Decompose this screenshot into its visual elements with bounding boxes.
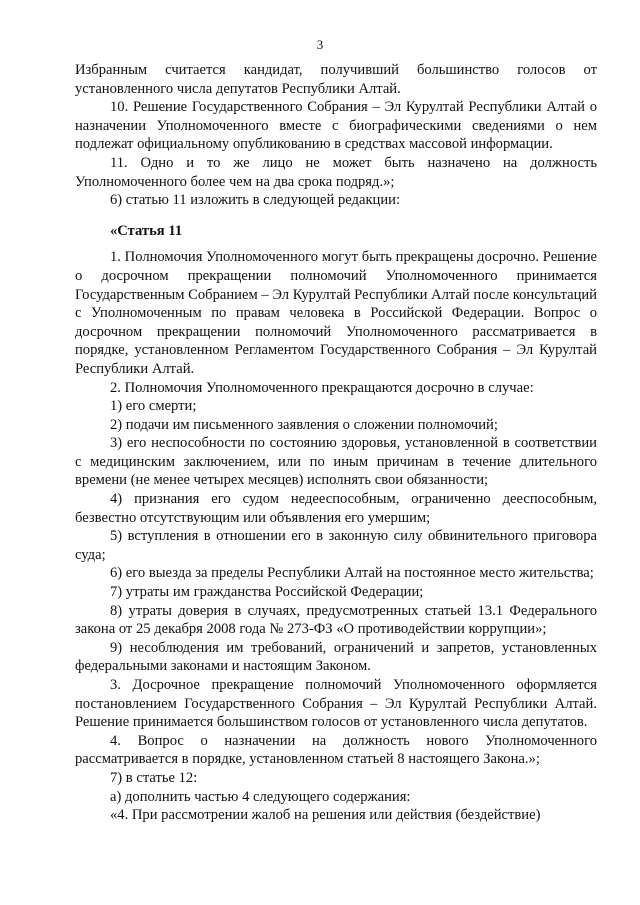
list-item: 6) его выезда за пределы Республики Алтай на постоянное место жительства; (110, 565, 594, 582)
paragraph: 2. Полномочия Уполномоченного прекращаются досрочно в случае: (110, 379, 534, 396)
paragraph: 7) в статье 12: (110, 769, 198, 786)
paragraph: 11. Одно и то же лицо не может быть назначено на должность Уполномоченного более чем на два срока подряд.»; (75, 154, 597, 190)
list-item: 4) признания его судом недееспособным, ограниченно дееспособным, безвестно отсутствующим или объявления его умершим; (75, 491, 597, 526)
paragraph: 10. Решение Государственного Собрания – Эл Курултай Республики Алтай о назначении Уполномоченного вместе с биографическими сведениями о нем подлежат официальному опубликованию в средствах массовой информации. (75, 99, 597, 153)
paragraph: а) дополнить частью 4 следующего содержания: (110, 788, 411, 805)
list-item: 9) несоблюдения им требований, ограничений и запретов, установленных федеральными законами и настоящим Законом. (75, 639, 597, 675)
paragraph: 6) статью 11 изложить в следующей редакции: (110, 192, 401, 209)
list-item: 5) вступления в отношении его в законную силу обвинительного приговора суда; (75, 528, 597, 563)
paragraph: Избранным считается кандидат, получивший большинство голосов от установленного числа депутатов Республики Алтай. (75, 62, 597, 97)
paragraph: 1. Полномочия Уполномоченного могут быть прекращены досрочно. Решение о досрочном прекращении полномочий Уполномоченного принимается Государственным Собранием – Эл Курултай Республики Алтай после консультаций с Уполномоченным по правам человека в Российской Федерации. Вопрос о досрочном прекращении полномочий Уполномоченного рассматривается в порядке, установленном Регламентом Государственного Собрания – Эл Курултай Республики Алтай. (75, 249, 597, 377)
list-item: 1) его смерти; (110, 398, 197, 415)
paragraph: «4. При рассмотрении жалоб на решения или действия (бездействие) (110, 807, 541, 824)
list-item: 3) его неспособности по состоянию здоровья, установленной в соответствии с медицинским заключением, или по иным причинам в течение длительного времени (не менее четырех месяцев) исполнять свои обязанности; (75, 435, 597, 489)
page-number: 3 (316, 37, 324, 52)
paragraph: 3. Досрочное прекращение полномочий Уполномоченного оформляется постановлением Государственного Собрания – Эл Курултай Республики Алтай. Решение принимается большинством голосов от установленного числа депутатов. (75, 677, 597, 731)
list-item: 7) утраты им гражданства Российской Федерации; (110, 584, 424, 601)
list-item: 2) подачи им письменного заявления о сложении полномочий; (110, 416, 498, 433)
list-item: 8) утраты доверия в случаях, предусмотренных статьей 13.1 Федерального закона от 25 декабря 2008 года № 273-ФЗ «О противодействии коррупции»; (75, 602, 597, 638)
document-body (75, 61, 597, 825)
paragraph: 4. Вопрос о назначении на должность нового Уполномоченного рассматривается в порядке, установленном статьей 8 настоящего Закона.»; (75, 732, 597, 768)
article-heading: «Статья 11 (110, 222, 183, 239)
